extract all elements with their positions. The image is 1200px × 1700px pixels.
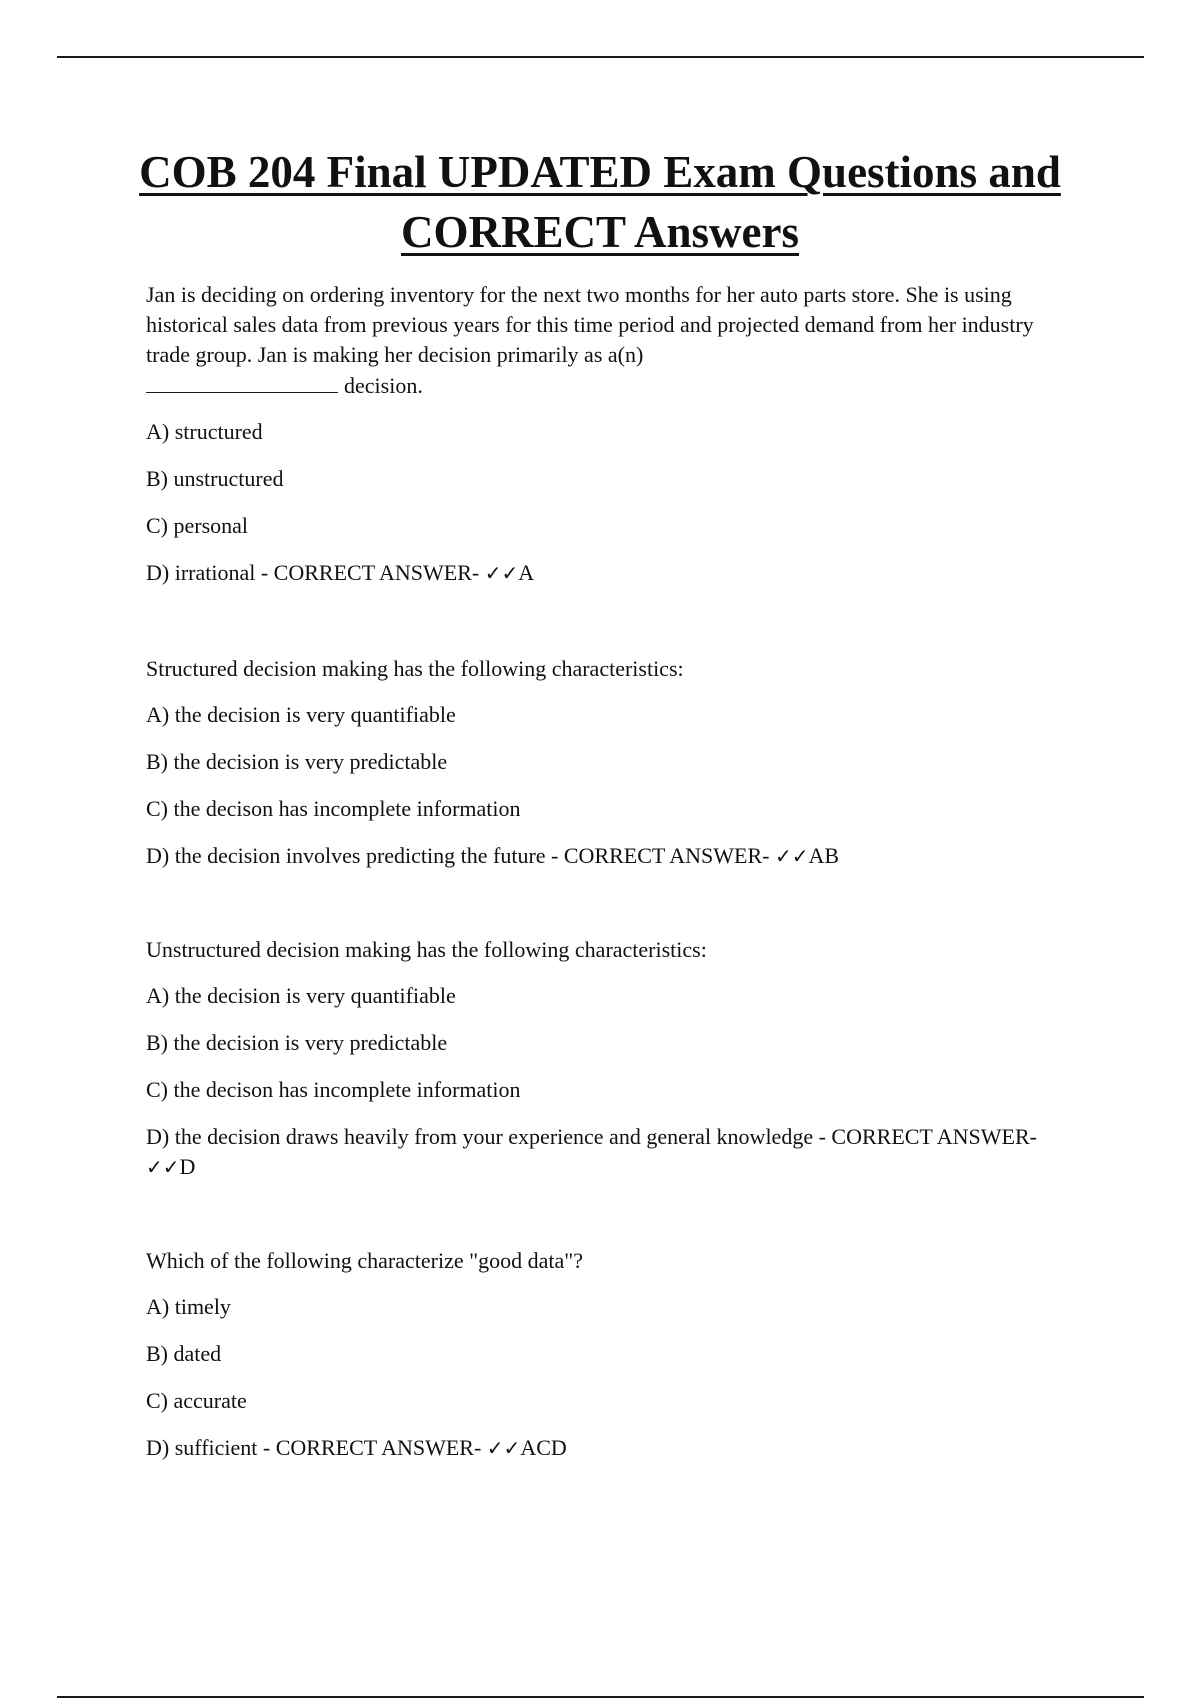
- option-d: D) the decision involves predicting the future - CORRECT ANSWER-: [146, 843, 770, 868]
- question-text-end: decision.: [344, 373, 423, 398]
- option-d-with-answer: [146, 841, 1056, 871]
- question-prompt: Unstructured decision making has the following characteristics:: [146, 937, 707, 962]
- option-d: D) irrational - CORRECT ANSWER-: [146, 560, 480, 585]
- header-rule: [57, 56, 1144, 58]
- question-text: Jan is deciding on ordering inventory for the next two months for her auto parts store. She is using historical sales data from previous years for this time period and projected demand from her industry trade group. Jan is making her decision primarily as a(n): [146, 282, 1034, 367]
- question-block-1: [146, 280, 1056, 588]
- option-c: C) accurate: [146, 1388, 247, 1413]
- option-a: A) the decision is very quantifiable: [146, 983, 456, 1008]
- question-prompt: Which of the following characterize "good data"?: [146, 1248, 583, 1273]
- option-c: C) the decison has incomplete information: [146, 796, 521, 821]
- double-check-icon: ✓✓: [486, 1436, 521, 1460]
- option-d-with-answer: [146, 1122, 1056, 1182]
- correct-answer: D: [179, 1154, 196, 1179]
- option-a: A) the decision is very quantifiable: [146, 702, 456, 727]
- option-b: B) unstructured: [146, 466, 284, 491]
- correct-answer: AB: [808, 843, 840, 868]
- option-d: D) the decision draws heavily from your experience and general knowledge - CORRECT ANSWER-: [146, 1124, 1037, 1149]
- question-prompt: [146, 280, 1056, 401]
- option-a: A) structured: [146, 419, 263, 444]
- option-d-with-answer: [146, 1433, 1056, 1463]
- double-check-icon: ✓✓: [774, 844, 809, 868]
- answer-blank: [146, 370, 338, 393]
- option-d: D) sufficient - CORRECT ANSWER-: [146, 1435, 482, 1460]
- option-b: B) the decision is very predictable: [146, 1030, 448, 1055]
- page-title: COB 204 Final UPDATED Exam Questions and CORRECT Answers: [139, 147, 1061, 257]
- correct-answer: ACD: [520, 1435, 567, 1460]
- option-c: C) the decison has incomplete information: [146, 1077, 521, 1102]
- option-b: B) dated: [146, 1341, 222, 1366]
- question-block-3: [146, 935, 1056, 1182]
- option-d-with-answer: [146, 558, 1056, 588]
- question-list: [146, 280, 1056, 1463]
- double-check-icon: ✓✓: [484, 561, 519, 585]
- question-prompt: Structured decision making has the following characteristics:: [146, 656, 684, 681]
- double-check-icon: ✓✓: [146, 1155, 180, 1179]
- question-block-4: [146, 1246, 1056, 1463]
- option-c: C) personal: [146, 513, 249, 538]
- correct-answer: A: [518, 560, 535, 585]
- question-block-2: [146, 654, 1056, 871]
- footer-rule: [57, 1696, 1144, 1698]
- option-a: A) timely: [146, 1294, 231, 1319]
- option-b: B) the decision is very predictable: [146, 749, 448, 774]
